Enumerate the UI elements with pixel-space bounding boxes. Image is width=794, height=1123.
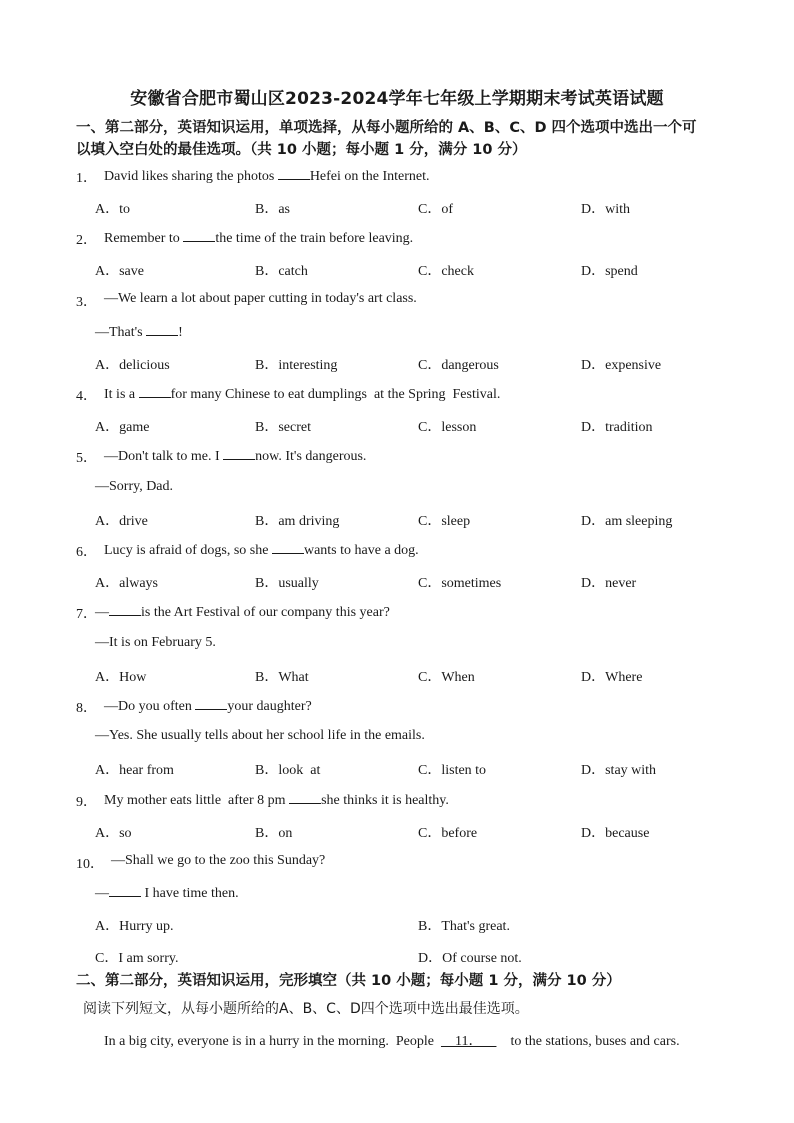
question-stem bbox=[95, 603, 390, 621]
question-stem bbox=[104, 541, 419, 559]
question-number: 3． bbox=[76, 295, 97, 310]
answer-blank bbox=[109, 603, 141, 616]
option-a: A．so bbox=[95, 826, 132, 841]
answer-blank bbox=[223, 447, 255, 460]
question-number: 10． bbox=[76, 857, 104, 872]
option-a: A．always bbox=[95, 576, 158, 591]
stem-text: —That's bbox=[95, 325, 147, 340]
question-number: 1． bbox=[76, 171, 97, 186]
option-c: C．sometimes bbox=[418, 576, 502, 591]
option-a: A．delicious bbox=[95, 358, 170, 373]
option-a: A．save bbox=[95, 264, 144, 279]
question-number: 4． bbox=[76, 389, 97, 404]
stem-text: the time of the train before leaving. bbox=[215, 231, 414, 246]
option-b: B．usually bbox=[255, 576, 319, 591]
answer-blank bbox=[183, 229, 215, 242]
question-number: 2． bbox=[76, 233, 97, 248]
option-c: C．sleep bbox=[418, 514, 471, 529]
option-d: D．stay with bbox=[581, 763, 657, 778]
stem-text: Remember to bbox=[104, 231, 184, 246]
option-a: A．to bbox=[95, 202, 130, 217]
stem-text: — bbox=[95, 886, 109, 901]
answer-blank bbox=[139, 385, 171, 398]
question-stem bbox=[104, 791, 449, 809]
option-b: B．as bbox=[255, 202, 290, 217]
stem-text: Lucy is afraid of dogs, so she bbox=[104, 543, 272, 558]
stem-text: — bbox=[95, 605, 109, 620]
option-d: D．Where bbox=[581, 670, 643, 685]
stem-text: for many Chinese to eat dumplings at the Spring Festival. bbox=[170, 387, 501, 402]
question-response bbox=[95, 884, 239, 902]
question-response: —Sorry, Dad. bbox=[95, 479, 174, 494]
option-d: D．with bbox=[581, 202, 630, 217]
question-number: 9． bbox=[76, 795, 97, 810]
section2-heading: 二、第二部分，英语知识运用，完形填空（共 10 小题；每小题 1 分，满分 10 分） bbox=[76, 973, 621, 989]
answer-blank bbox=[195, 697, 227, 710]
answer-blank bbox=[289, 791, 321, 804]
question-stem bbox=[104, 697, 312, 715]
question-stem bbox=[104, 167, 430, 185]
option-b: B．look at bbox=[255, 763, 321, 778]
option-b: B．on bbox=[255, 826, 293, 841]
stem-text: —Do you often bbox=[104, 699, 196, 714]
option-d: D．because bbox=[581, 826, 650, 841]
question-stem bbox=[104, 385, 500, 403]
option-d: D．am sleeping bbox=[581, 514, 673, 529]
option-a: A．How bbox=[95, 670, 147, 685]
cloze-blank-11: 11． bbox=[440, 1034, 497, 1049]
stem-text: —Don't talk to me. I bbox=[104, 449, 224, 464]
option-d: D．tradition bbox=[581, 420, 653, 435]
question-number: 6． bbox=[76, 545, 97, 560]
stem-text: is the Art Festival of our company this year? bbox=[141, 605, 390, 620]
question-response: —It is on February 5. bbox=[95, 635, 216, 650]
option-b: B．What bbox=[255, 670, 309, 685]
stem-text: David likes sharing the photos bbox=[104, 169, 278, 184]
question-number: 5． bbox=[76, 451, 97, 466]
option-a: A．game bbox=[95, 420, 150, 435]
stem-text: It is a bbox=[104, 387, 139, 402]
stem-text: she thinks it is healthy. bbox=[321, 793, 449, 808]
question-stem bbox=[104, 229, 413, 247]
question-stem: —Shall we go to the zoo this Sunday? bbox=[111, 853, 326, 868]
option-a: A．hear from bbox=[95, 763, 174, 778]
page-title: 安徽省合肥市蜀山区2023-2024学年七年级上学期期末考试英语试题 bbox=[130, 89, 664, 109]
option-d: D．expensive bbox=[581, 358, 662, 373]
passage-text: In a big city, everyone is in a hurry in the morning. People bbox=[104, 1034, 441, 1049]
option-c: C．of bbox=[418, 202, 453, 217]
cloze-passage bbox=[104, 1030, 680, 1050]
question-stem bbox=[104, 447, 366, 465]
option-c: C．check bbox=[418, 264, 474, 279]
stem-text: My mother eats little after 8 pm bbox=[104, 793, 290, 808]
question-number: 7． bbox=[76, 607, 97, 622]
option-d: D．never bbox=[581, 576, 637, 591]
option-c: C．listen to bbox=[418, 763, 487, 778]
section1-heading bbox=[76, 117, 766, 161]
option-d: D．Of course not. bbox=[418, 951, 522, 966]
section1-heading-line2: 以填入空白处的最佳选项。（共 10 小题；每小题 1 分，满分 10 分） bbox=[76, 142, 527, 158]
stem-text: I have time then. bbox=[141, 886, 239, 901]
option-b: B．catch bbox=[255, 264, 308, 279]
stem-text: your daughter? bbox=[227, 699, 312, 714]
option-c: C．I am sorry. bbox=[95, 951, 179, 966]
option-b: B．interesting bbox=[255, 358, 338, 373]
option-a: A．Hurry up. bbox=[95, 919, 174, 934]
question-stem: —We learn a lot about paper cutting in today's art class. bbox=[104, 291, 417, 306]
section2-instruction: 阅读下列短文，从每小题所给的A、B、C、D四个选项中选出最佳选项。 bbox=[83, 1001, 529, 1017]
option-c: C．dangerous bbox=[418, 358, 499, 373]
option-b: B．am driving bbox=[255, 514, 340, 529]
stem-text: wants to have a dog. bbox=[303, 543, 419, 558]
answer-blank bbox=[272, 541, 304, 554]
question-response: —Yes. She usually tells about her school life in the emails. bbox=[95, 728, 425, 743]
answer-blank bbox=[278, 167, 310, 180]
option-c: C．before bbox=[418, 826, 478, 841]
option-b: B．That's great. bbox=[418, 919, 510, 934]
stem-text: Hefei on the Internet. bbox=[309, 169, 430, 184]
option-c: C．When bbox=[418, 670, 475, 685]
section1-heading-line1: 一、第二部分，英语知识运用，单项选择，从每小题所给的 A、B、C、D 四个选项中选出一个可 bbox=[76, 120, 697, 136]
answer-blank bbox=[146, 323, 178, 336]
answer-blank bbox=[109, 884, 141, 897]
option-b: B．secret bbox=[255, 420, 311, 435]
option-a: A．drive bbox=[95, 514, 148, 529]
passage-text: to the stations, buses and cars. bbox=[496, 1034, 680, 1049]
question-number: 8． bbox=[76, 701, 97, 716]
option-d: D．spend bbox=[581, 264, 638, 279]
option-c: C．lesson bbox=[418, 420, 477, 435]
question-response bbox=[95, 323, 183, 341]
stem-text: now. It's dangerous. bbox=[255, 449, 367, 464]
stem-text: ! bbox=[178, 325, 183, 340]
